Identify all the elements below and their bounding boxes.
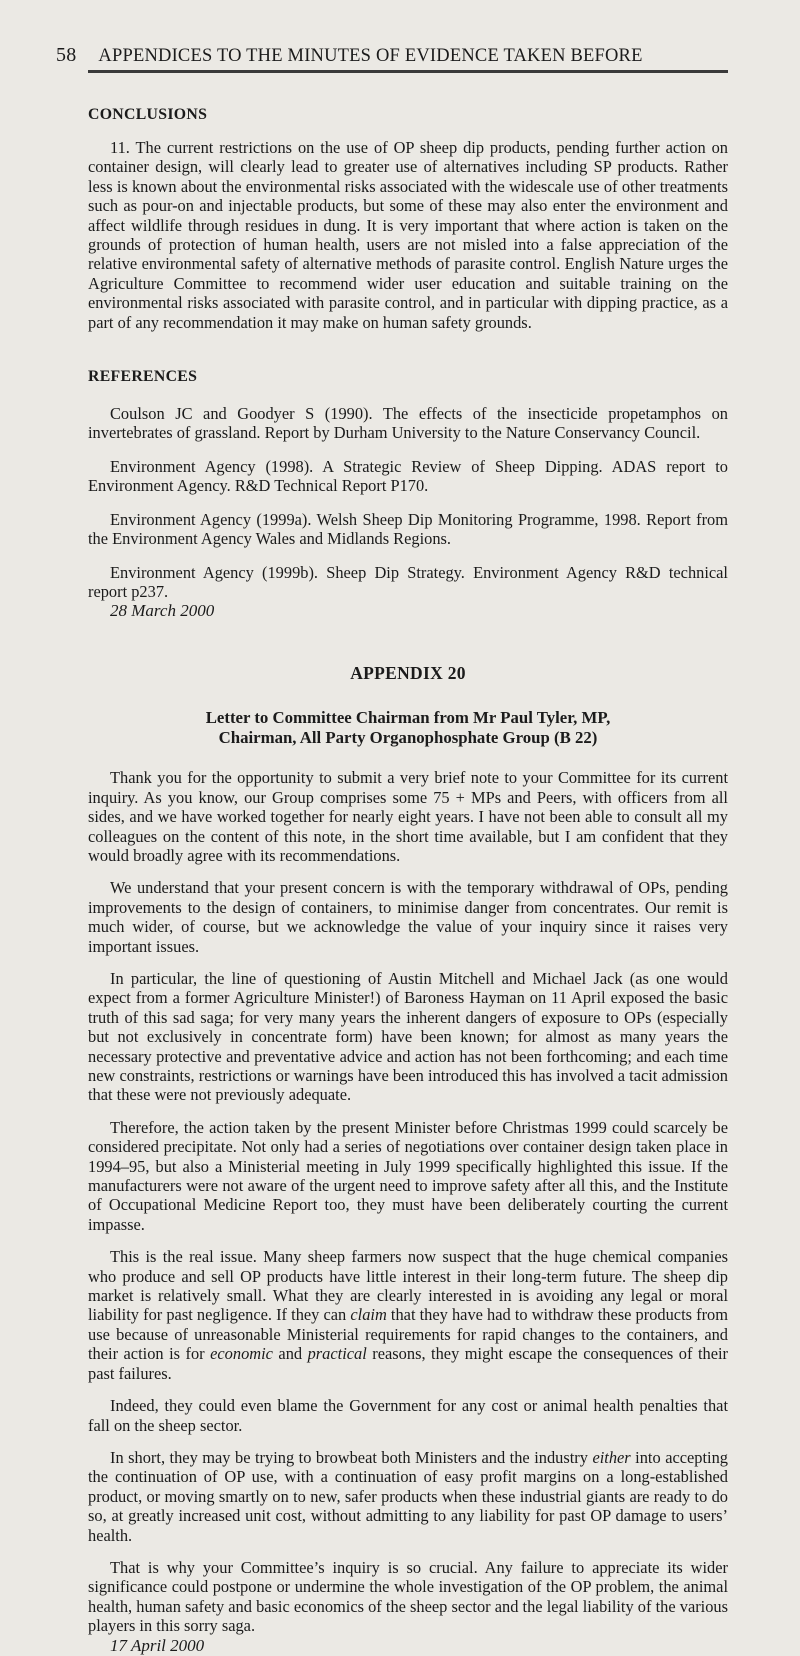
reference-item: Environment Agency (1999a). Welsh Sheep Dip Monitoring Programme, 1998. Report from the Environment Agency Wales and Midlands Regions.	[88, 509, 728, 549]
appendix-paragraph: That is why your Committee’s inquiry is so crucial. Any failure to appreciate its wider significance could postpone or undermine the whole investigation of the OP problem, the animal health, human safety and basic economics of the sheep sector and the legal liability of the various players in this sorry saga.	[88, 1557, 728, 1636]
emphasis-either: either	[592, 1447, 631, 1467]
references-heading: REFERENCES	[88, 368, 198, 386]
running-title: APPENDICES TO THE MINUTES OF EVIDENCE TAKEN BEFORE	[98, 46, 643, 66]
appendix-paragraph: We understand that your present concern is with the temporary withdrawal of OPs, pending improvements to the design of containers, to minimise danger from concentrates. Our remit is much wider, of course, but we acknowledge the value of your inquiry since it raises very important issues.	[88, 878, 728, 956]
page-number: 58	[56, 44, 77, 66]
references-date: 28 March 2000	[110, 601, 215, 621]
text-run: and	[272, 1344, 308, 1364]
header-rule	[88, 70, 728, 73]
text-run: that they have had to withdraw these products from use because of unreasonable Ministerial requirements for rapid changes to the containers, and their action is for	[88, 1305, 728, 1364]
text-run: reasons, they might escape the consequences of their past failures.	[88, 1344, 728, 1383]
appendix-subtitle-line-2: Chairman, All Party Organophosphate Group (B 22)	[218, 728, 598, 748]
appendix-paragraph: Indeed, they could even blame the Government for any cost or animal health penalties that fall on the sheep sector.	[88, 1396, 728, 1435]
appendix-title: APPENDIX 20	[350, 663, 466, 684]
appendix-paragraph: Therefore, the action taken by the present Minister before Christmas 1999 could scarcely be considered precipitate. Not only had a series of negotiations over container design taken place in 1994–95, but also a Ministerial meeting in July 1999 specifically highlighted this issue. If the manufacturers were not aware of the urgent need to improve safety after all this, and the Institute of Occupational Medicine Report too, they must have been deliberately courting the current impasse.	[88, 1117, 728, 1234]
appendix-paragraph: Thank you for the opportunity to submit a very brief note to your Committee for its current inquiry. As you know, our Group comprises some 75 + MPs and Peers, with officers from all sides, and we have worked together for nearly eight years. I have not been able to consult all my colleagues on the content of this note, in the short time available, but I am confident that they would broadly agree with its recommendations.	[88, 768, 728, 865]
text-run: This is the real issue. Many sheep farmers now suspect that the huge chemical companies who produce and sell OP products have little interest in their long-term future. The sheep dip market is relatively small. What they are clearly interested in is avoiding any legal or moral liability for past negligence. If they can	[88, 1247, 728, 1325]
reference-item: Coulson JC and Goodyer S (1990). The effects of the insecticide propetamphos on invertebrates of grassland. Report by Durham University to the Nature Conservancy Council.	[88, 404, 728, 443]
conclusions-heading: CONCLUSIONS	[88, 106, 208, 123]
emphasis-practical: practical	[307, 1344, 367, 1364]
appendix-paragraph	[88, 1448, 728, 1545]
reference-item: Environment Agency (1999b). Sheep Dip Strategy. Environment Agency R&D technical report p237.	[88, 562, 728, 601]
page-content	[88, 106, 728, 1656]
appendix-paragraph: In particular, the line of questioning of Austin Mitchell and Michael Jack (as one would expect from a former Agriculture Minister!) of Baroness Hayman on 11 April exposed the basic truth of this sad saga; for very many years the inherent dangers of exposure to OPs (especially but not exclusively in concentrate form) have been known; for almost as many years the necessary protective and preventative advice and action has not been forthcoming; and each time new constraints, restrictions or warnings have been introduced this has involved a tacit admission that these were not previously adequate.	[88, 968, 728, 1105]
conclusions-paragraph: 11. The current restrictions on the use of OP sheep dip products, pending further action on container design, will clearly lead to greater use of alternatives including SP products. Rather less is known about the environmental risks associated with the widescale use of other treatments such as pour-on and injectable products, but some of these may also enter the environment and affect wildlife through residues in dung. It is very important that where action is taken on the grounds of protection of human health, users are not misled into a false appreciation of the relative environmental safety of alternative methods of parasite control. English Nature urges the Agriculture Committee to recommend wider user education and suitable training on the environmental risks associated with parasite control, and in particular with dipping practice, as a part of any recommendation it may make on human safety grounds.	[88, 138, 728, 332]
text-run: into accepting the continuation of OP use, with a continuation of easy profit margins on a long-established product, or moving smartly on to new, safer products when these industrial giants are ready to do so, at greatly increased unit cost, without admitting to any liability for past OP damage to users’ health.	[88, 1447, 728, 1545]
text-run: In short, they may be trying to browbeat both Ministers and the industry	[110, 1447, 593, 1467]
emphasis-economic: economic	[210, 1344, 273, 1364]
appendix-subtitle-line-1: Letter to Committee Chairman from Mr Paul Tyler, MP,	[205, 708, 611, 728]
reference-item: Environment Agency (1998). A Strategic Review of Sheep Dipping. ADAS report to Environment Agency. R&D Technical Report P170.	[88, 456, 728, 496]
appendix-paragraph	[88, 1247, 728, 1383]
emphasis-claim: claim	[350, 1305, 387, 1325]
appendix-date: 17 April 2000	[110, 1635, 205, 1655]
running-header	[56, 44, 746, 67]
